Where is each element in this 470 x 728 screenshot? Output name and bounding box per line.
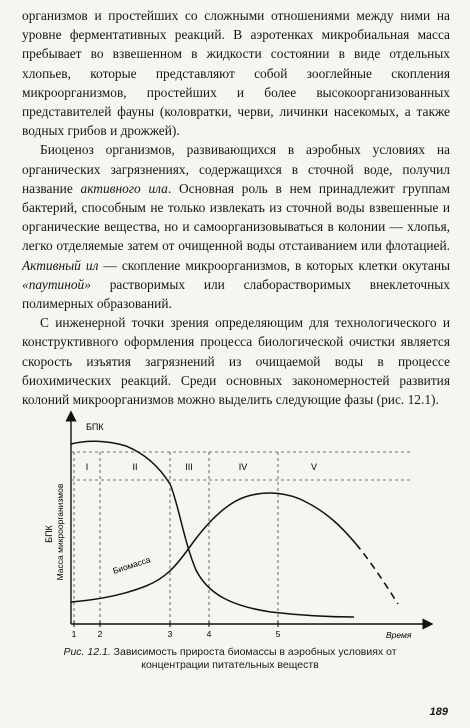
paragraph-2-text-1: Биоценоз организмов, развивающихся в аэробных условиях на органических загрязнениях, содержащихся в сточной воде, получил название [22,142,450,196]
paragraph-2-text-3: — скопление микроорганизмов, в которых клетки окутаны [98,257,450,273]
phase-label-2: II [132,462,138,472]
figure-12-1 [26,402,446,642]
x-tick-label-3: 3 [167,629,173,639]
phase-label-4: IV [238,462,248,472]
paragraph-2 [22,140,450,313]
caption-text: Зависимость прироста биомассы в аэробных условиях от концентрации питательных веществ [113,646,397,671]
x-axis-label: Время [386,630,412,640]
biomass-curve-label: Биомасса [111,554,152,576]
term-active-sludge: активного ила [80,180,168,196]
x-tick-label-5: 5 [275,629,281,639]
paragraph-2-text-2: . Основная роль в нем принадлежит группам бактерий, способным не только извлекать из сточной воды взвешенные и органические вещества, но и самоорганизовываться в колонии — хлопья, легко отделяемые затем от очищенной воды отстаиванием или флотацией. [22,180,450,254]
paragraph-2-text-4: растворимых или слаборастворимых внеклеточных полимерных образований. [22,276,450,312]
paragraph-1: организмов и простейших со сложными отношениями между ними на уровне ферментативных реакций. В аэротенках микробиальная масса пребывает во взвешенном в жидкости состоянии в виде отдельных хлопьев, которые представляют собой зооглейные скопления микроорганизмов, простейших и более высокоорганизованных представителей фауны (коловратки, черви, личинки насекомых, а также водных грибов и дрожжей). [22,8,450,139]
term-active-sludge-definition: Активный ил [22,257,99,273]
phase-label-1: I [85,462,89,472]
caption-lead: Рис. 12.1. [63,646,111,658]
biomass-curve-extrapolated [356,544,398,604]
bpk-curve-label: БПК [86,422,104,432]
y-axis-label-bpk: БПК [44,525,54,543]
figure-caption [40,646,420,672]
page-number: 189 [429,706,448,718]
phase-label-3: III [185,462,193,472]
paragraph-3: С инженерной точки зрения определяющим для технологического и конструктивного оформления процесса биологической очистки является скорость изъятия загрязнений из очищаемой воды в процессе биохимических реакций. Среди основных закономерностей развития колоний микроорганизмов можно выделить следующие фазы (рис. 12.1). [22,315,450,408]
page-body [22,6,450,409]
term-web: «паутиной» [22,276,91,292]
x-tick-label-4: 4 [206,629,212,639]
y-axis-label-mass: Масса микроорганизмов [55,483,65,581]
x-tick-label-2: 2 [97,629,103,639]
phase-label-5: V [310,462,318,472]
x-tick-label-1: 1 [71,629,77,639]
growth-phase-diagram [26,402,446,642]
biomass-curve [71,493,356,602]
